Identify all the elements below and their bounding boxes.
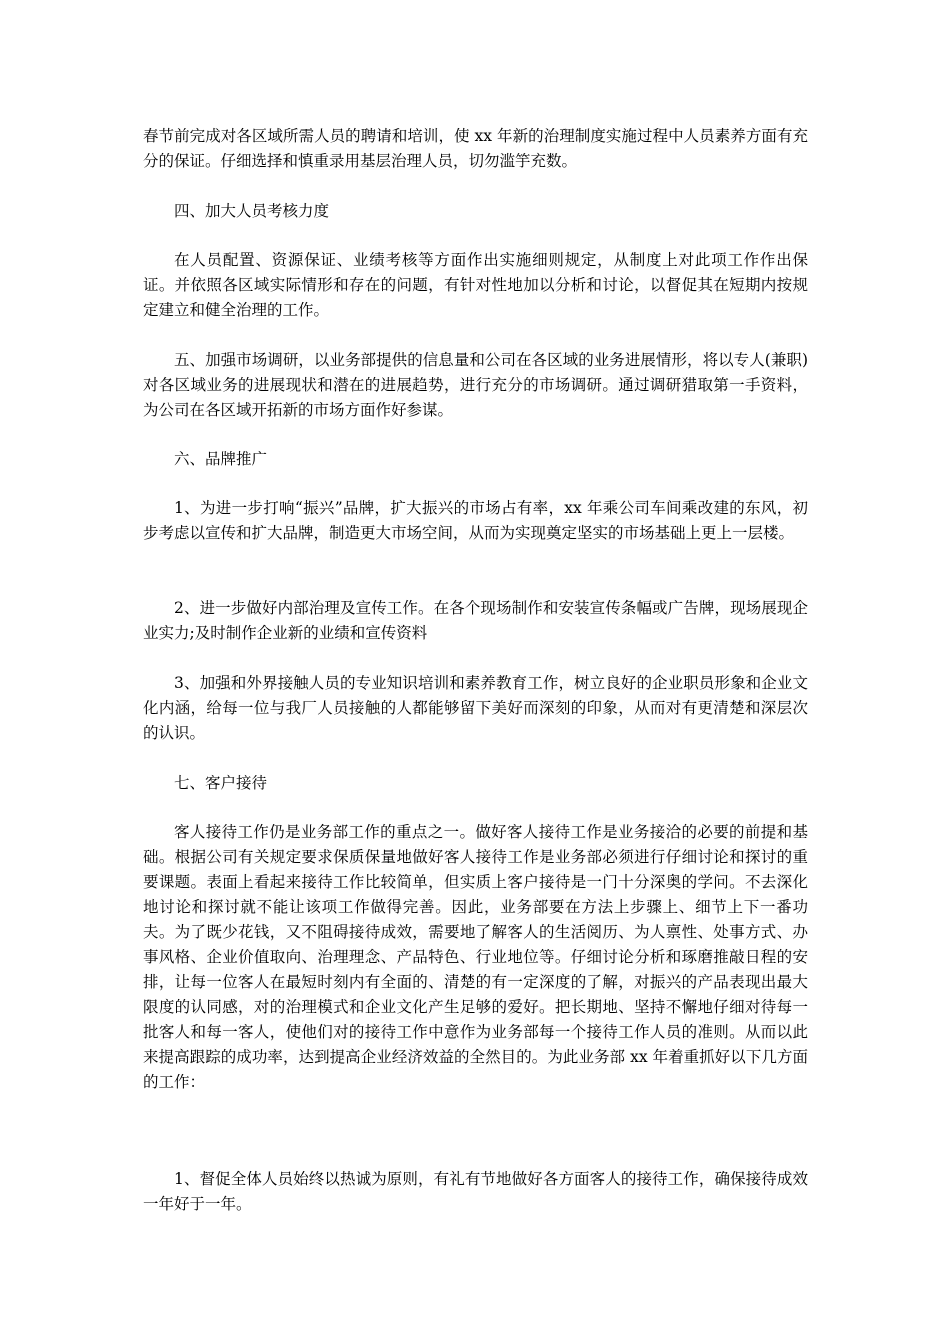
paragraph-1: 春节前完成对各区域所需人员的聘请和培训，使 xx 年新的治理制度实施过程中人员素养方面有充分的保证。仔细选择和慎重录用基层治理人员，切勿滥竽充数。 (143, 127, 808, 170)
heading-section-7: 七、客户接待 (174, 774, 268, 792)
heading-section-4: 四、加大人员考核力度 (174, 202, 330, 220)
paragraph-item-6-2: 2、进一步做好内部治理及宣传工作。在各个现场制作和安装宣传条幅或广告牌，现场展现企业实力;及时制作企业新的业绩和宣传资料 (143, 599, 808, 642)
paragraph-item-7-1: 1、督促全体人员始终以热诚为原则，有礼有节地做好各方面客人的接待工作，确保接待成效一年好于一年。 (143, 1170, 808, 1213)
paragraph-2: 在人员配置、资源保证、业绩考核等方面作出实施细则规定，从制度上对此项工作作出保证。并依照各区域实际情形和存在的问题，有针对性地加以分析和讨论，以督促其在短期内按规定建立和健全治理的工作。 (143, 251, 808, 319)
heading-section-6: 六、品牌推广 (174, 450, 268, 468)
paragraph-reception: 客人接待工作仍是业务部工作的重点之一。做好客人接待工作是业务接洽的必要的前提和基础。根据公司有关规定要求保质保量地做好客人接待工作是业务部必须进行仔细讨论和探讨的重要课题。表面上看起来接待工作比较简单，但实质上客户接待是一门十分深奥的学问。不去深化地讨论和探讨就不能让该项工作做得完善。因此，业务部要在方法上步骤上、细节上下一番功夫。为了既少花钱，又不阻碍接待成效，需要地了解客人的生活阅历、为人禀性、处事方式、办事风格、企业价值取向、治理理念、产品特色、行业地位等。仔细讨论分析和琢磨推敲日程的安排，让每一位客人在最短时刻内有全面的、清楚的有一定深度的了解，对振兴的产品表现出最大限度的认同感，对的治理模式和企业文化产生足够的爱好。把长期地、坚持不懈地仔细对待每一批客人和每一客人，使他们对的接待工作中意作为业务部每一个接待工作人员的准则。从而以此来提高跟踪的成功率，达到提高企业经济效益的全然目的。为此业务部 xx 年着重抓好以下几方面的工作： (143, 823, 808, 1091)
paragraph-section-5: 五、加强市场调研，以业务部提供的信息量和公司在各区域的业务进展情形，将以专人(兼职)对各区域业务的进展现状和潜在的进展趋势，进行充分的市场调研。通过调研猎取第一手资料，为公司在各区域开拓新的市场方面作好参谋。 (143, 351, 808, 419)
paragraph-item-6-1: 1、为进一步打响“振兴”品牌，扩大振兴的市场占有率，xx 年乘公司车间乘改建的东风，初步考虑以宣传和扩大品牌，制造更大市场空间，从而为实现奠定坚实的市场基础上更上一层楼。 (143, 499, 808, 542)
paragraph-item-6-3: 3、加强和外界接触人员的专业知识培训和素养教育工作，树立良好的企业职员形象和企业文化内涵，给每一位与我厂人员接触的人都能够留下美好而深刻的印象，从而对有更清楚和深层次的认识。 (143, 674, 808, 742)
